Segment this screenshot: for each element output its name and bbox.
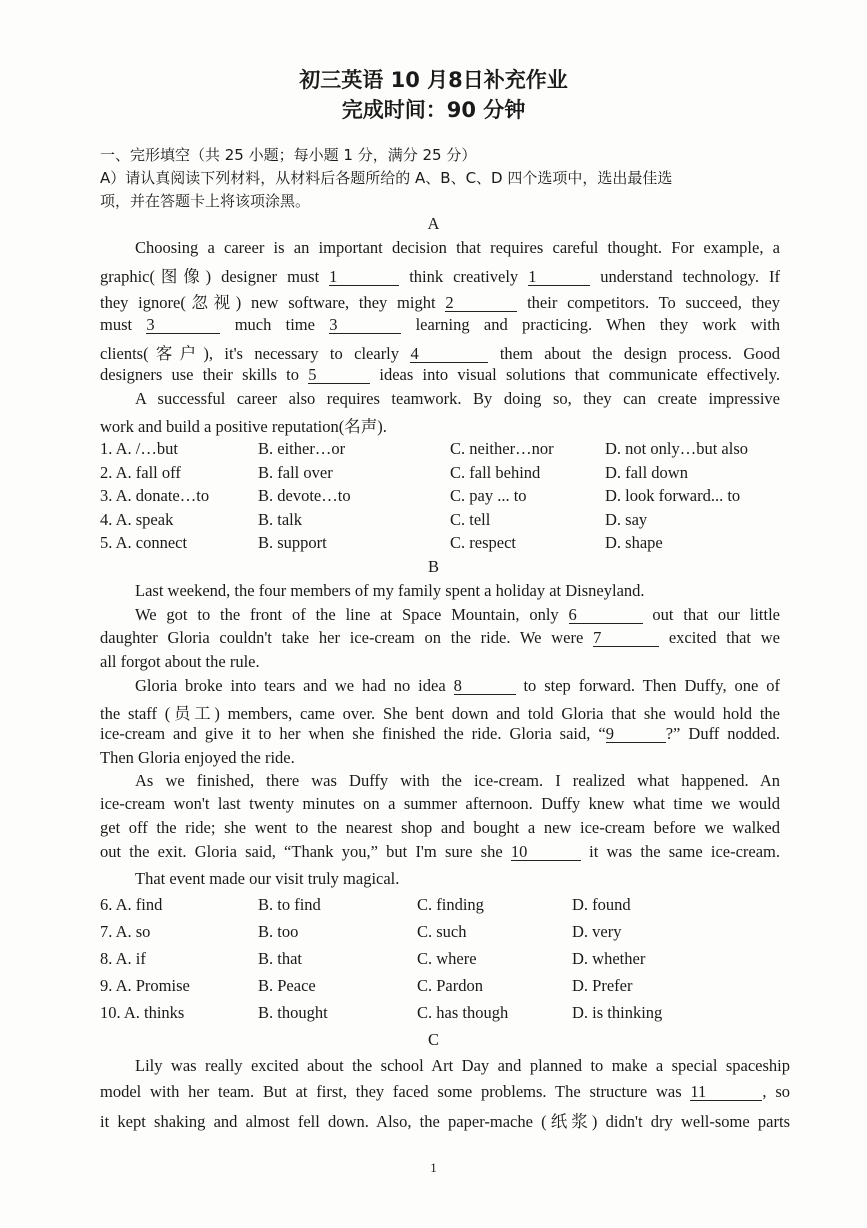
passage-line: daughter Gloria couldn't take her ice-cream on the ride. We were 7 excited that we — [100, 628, 781, 647]
option-d: D. shape — [605, 533, 663, 552]
option-b: B. devote…to — [258, 486, 351, 505]
answer-blank: 1 — [329, 269, 399, 286]
option-d: D. is thinking — [572, 1003, 663, 1022]
passage-line: designers use their skills to 5 ideas into visual solutions that communicate effectively. — [100, 365, 781, 384]
option-a: 10. A. thinks — [100, 1003, 185, 1022]
passage-line: ice-cream and give it to her when she finished the ride. Gloria said, “9 ?” Duff nodded. — [100, 724, 780, 743]
answer-blank: 1 — [528, 269, 590, 286]
option-b: B. Peace — [258, 976, 316, 995]
option-b: B. talk — [258, 509, 302, 529]
option-d: D. say — [605, 509, 648, 529]
option-d: D. whether — [572, 949, 646, 968]
passage-line: A successful career also requires teamwork. By doing so, they can create impressive — [135, 389, 780, 408]
option-b: B. that — [258, 949, 302, 968]
passage-line: ice-cream won't last twenty minutes on a summer afternoon. Duffy knew what time we would — [100, 794, 780, 813]
passage-heading-c: C — [427, 1030, 439, 1049]
option-d: D. very — [572, 922, 622, 941]
option-b: B. thought — [258, 1003, 328, 1022]
page-title: 初三英语 10 月8日补充作业 — [299, 68, 568, 92]
passage-line: work and build a positive reputation(名声). — [100, 417, 387, 436]
page-subtitle: 完成时间：90 分钟 — [341, 98, 526, 122]
passage-line: Then Gloria enjoyed the ride. — [100, 748, 295, 767]
option-d: D. look forward... to — [605, 486, 741, 505]
answer-blank: 11 — [690, 1084, 762, 1101]
passage-line: all forgot about the rule. — [100, 652, 260, 671]
passage-line: get off the ride; she went to the nearest shop and bought a new ice-cream before we walked — [100, 818, 780, 837]
option-d: D. fall down — [605, 462, 688, 482]
option-d: D. not only…but also — [605, 439, 748, 458]
option-a: 5. A. connect — [100, 533, 188, 552]
answer-blank: 8 — [454, 678, 516, 695]
answer-blank: 10 — [511, 844, 581, 861]
option-c: C. fall behind — [450, 462, 541, 482]
instruction-line: 项，并在答题卡上将该项涂黑。 — [100, 192, 311, 210]
option-a: 2. A. fall off — [100, 462, 181, 482]
option-c: C. tell — [450, 509, 491, 529]
answer-blank: 4 — [410, 346, 488, 363]
passage-line: Last weekend, the four members of my family spent a holiday at Disneyland. — [135, 581, 645, 600]
option-c: C. pay ... to — [450, 486, 527, 505]
option-a: 6. A. find — [100, 895, 163, 914]
option-b: B. too — [258, 922, 299, 941]
option-c: C. Pardon — [417, 976, 483, 995]
passage-line: We got to the front of the line at Space Mountain, only 6 out that our little — [135, 605, 781, 624]
option-b: B. fall over — [258, 462, 333, 482]
instruction-line: A）请认真阅读下列材料，从材料后各题所给的 A、B、C、D 四个选项中，选出最佳选 — [100, 169, 673, 187]
answer-blank: 5 — [308, 367, 370, 384]
passage-line: model with her team. But at first, they faced some problems. The structure was 11 , so — [100, 1082, 790, 1101]
option-b: B. support — [258, 533, 327, 552]
option-c: C. such — [417, 922, 467, 941]
answer-blank: 3 — [146, 317, 220, 334]
passage-line: As we finished, there was Duffy with the ice-cream. I realized what happened. An — [135, 771, 780, 790]
passage-heading-b: B — [427, 557, 439, 576]
passage-line: must 3 much time 3 learning and practicing. When they work with — [100, 315, 781, 334]
option-c: C. where — [417, 949, 477, 968]
option-a: 9. A. Promise — [100, 976, 190, 995]
option-c: C. respect — [450, 533, 516, 552]
option-b: B. either…or — [258, 439, 346, 458]
passage-heading-a: A — [427, 214, 440, 233]
passage-line: Gloria broke into tears and we had no idea 8 to step forward. Then Duffy, one of — [135, 676, 780, 695]
option-d: D. found — [572, 895, 631, 914]
option-a: 3. A. donate…to — [100, 486, 210, 505]
page-number: 1 — [430, 1160, 437, 1175]
passage-line: That event made our visit truly magical. — [135, 869, 400, 888]
option-c: C. neither…nor — [450, 439, 554, 458]
option-a: 1. A. /…but — [100, 439, 178, 458]
option-d: D. Prefer — [572, 976, 633, 995]
option-c: C. has though — [417, 1003, 509, 1022]
passage-line: they ignore(忽视) new software, they might 2 their competitors. To succeed, they — [100, 293, 781, 312]
option-b: B. to find — [258, 895, 321, 914]
passage-line: clients(客户), it's necessary to clearly 4 them about the design process. Good — [100, 344, 781, 363]
answer-blank: 3 — [329, 317, 401, 334]
answer-blank: 7 — [593, 630, 659, 647]
option-c: C. finding — [417, 895, 484, 914]
option-a: 4. A. speak — [100, 509, 174, 529]
answer-blank: 6 — [569, 607, 643, 624]
answer-blank: 9 — [606, 726, 666, 743]
passage-line: graphic(图像) designer must 1 think creatively 1 understand technology. If — [100, 267, 780, 286]
passage-line: Lily was really excited about the school Art Day and planned to make a special spaceship — [135, 1056, 790, 1075]
passage-line: out the exit. Gloria said, “Thank you,” but I'm sure she 10 it was the same ice-cream. — [100, 842, 781, 861]
answer-blank: 2 — [445, 295, 517, 312]
section-heading: 一、完形填空（共 25 小题；每小题 1 分，满分 25 分） — [100, 146, 477, 164]
passage-line: the staff (员工) members, came over. She bent down and told Gloria that she would hold the — [100, 704, 780, 723]
option-a: 8. A. if — [100, 949, 146, 968]
passage-line: it kept shaking and almost fell down. Also, the paper-mache (纸浆) didn't dry well-some parts — [100, 1112, 790, 1131]
option-a: 7. A. so — [100, 922, 151, 941]
passage-line: Choosing a career is an important decision that requires careful thought. For example, a — [135, 238, 780, 257]
